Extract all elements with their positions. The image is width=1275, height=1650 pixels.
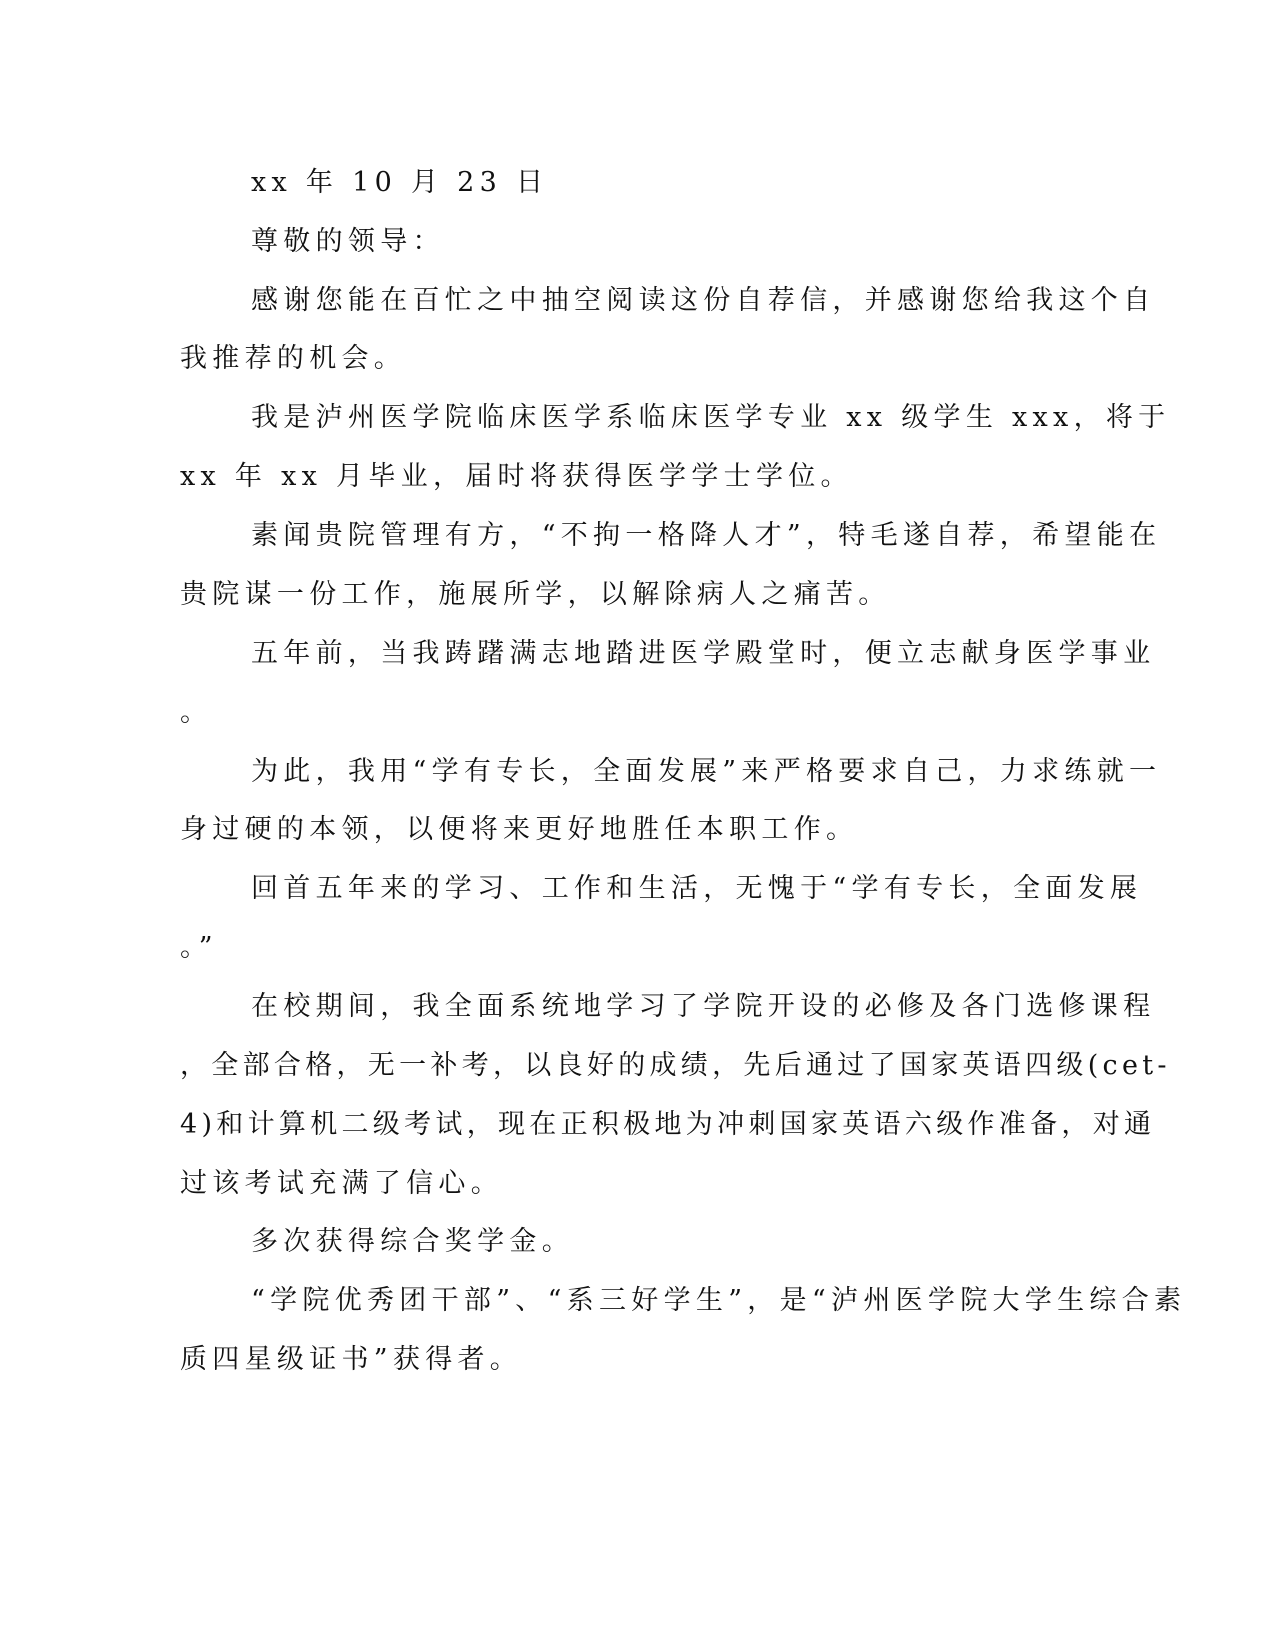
paragraph-line: 感谢您能在百忙之中抽空阅读这份自荐信，并感谢您给我这个自 [251, 285, 1156, 316]
paragraph-line: 素闻贵院管理有方，“不拘一格降人才”，特毛遂自荐，希望能在 [251, 520, 1162, 551]
letter-salutation: 尊敬的领导： [251, 226, 445, 257]
paragraph-line: 为此，我用“学有专长，全面发展”来严格要求自己，力求练就一 [251, 756, 1162, 787]
paragraph-line: 我是泸州医学院临床医学系临床医学专业 xx 级学生 xxx，将于 [251, 402, 1171, 433]
paragraph-line: 贵院谋一份工作，施展所学，以解除病人之痛苦。 [180, 579, 891, 610]
paragraph-line: 多次获得综合奖学金。 [251, 1226, 574, 1257]
paragraph-line: 4)和计算机二级考试，现在正积极地为冲刺国家英语六级作准备，对通 [180, 1109, 1156, 1140]
paragraph-line: ，全部合格，无一补考，以良好的成绩，先后通过了国家英语四级(cet- [180, 1050, 1171, 1081]
paragraph-line: 。 [180, 697, 213, 728]
paragraph-line: 我推荐的机会。 [180, 343, 407, 374]
paragraph-line: 过该考试充满了信心。 [180, 1168, 503, 1199]
paragraph-line: 回首五年来的学习、工作和生活，无愧于“学有专长，全面发展 [251, 873, 1143, 904]
paragraph-line: “学院优秀团干部”、“系三好学生”，是“泸州医学院大学生综合素 [251, 1285, 1187, 1316]
paragraph-line: 在校期间，我全面系统地学习了学院开设的必修及各门选修课程 [251, 991, 1156, 1022]
paragraph-line: xx 年 xx 月毕业，届时将获得医学学士学位。 [180, 461, 853, 492]
paragraph-line: 质四星级证书”获得者。 [180, 1344, 523, 1375]
paragraph-line: 。” [180, 932, 218, 963]
paragraph-line: 身过硬的本领，以便将来更好地胜任本职工作。 [180, 814, 859, 845]
letter-date: xx 年 10 月 23 日 [251, 167, 549, 198]
paragraph-line: 五年前，当我踌躇满志地踏进医学殿堂时，便立志献身医学事业 [251, 638, 1156, 669]
